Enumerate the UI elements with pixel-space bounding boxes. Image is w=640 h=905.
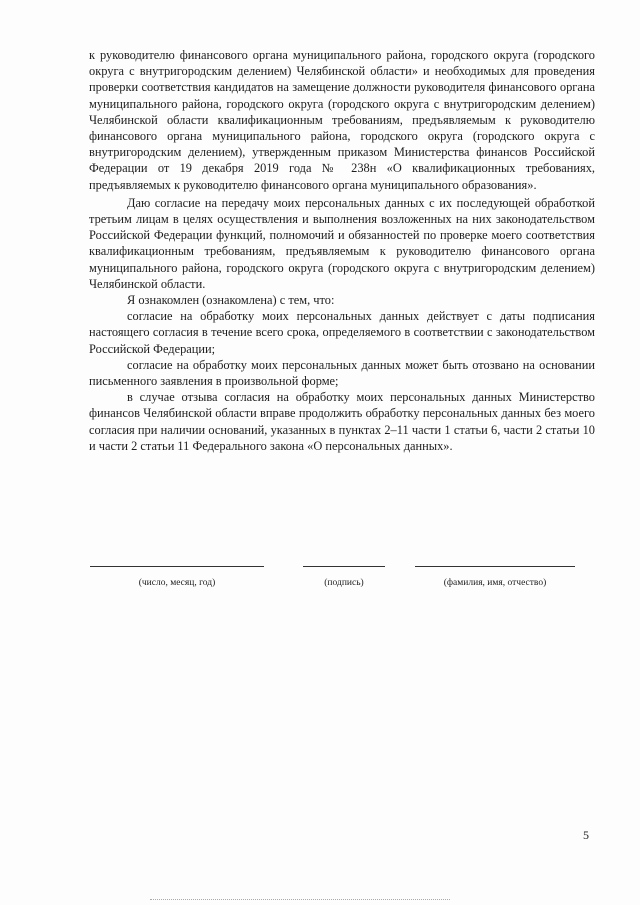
paragraph-acknowledgement: Я ознакомлен (ознакомлена) с тем, что:: [127, 293, 335, 308]
signature-line: [303, 566, 385, 567]
date-label: (число, месяц, год): [138, 578, 216, 588]
document-body: [89, 47, 595, 454]
signature-block: [0, 566, 640, 606]
scan-artifact-line: [150, 899, 450, 900]
paragraph-revocation: согласие на обработку моих персональных данных может быть отозвано на основании письменного заявления в произвольной форме;: [89, 357, 595, 389]
page-number: 5: [583, 828, 589, 842]
paragraph-validity-term: согласие на обработку моих персональных данных действует с даты подписания настоящего согласия в течение всего срока, определяемого в соответствии с законодательством Российской Федерации;: [89, 309, 595, 356]
full-name-line: [415, 566, 575, 567]
paragraph-third-party-transfer: Даю согласие на передачу моих персональных данных с их последующей обработкой третьим лицам в целях осуществления и выполнения возложенных на них законодательством Российской Федерации функций, полномочий и обязанностей по проверке моего соответствия квалификационным требованиям, предъявляемым к руководителю финансового органа муниципального района, городского округа (городского округа с внутригородским делением) Челябинской области.: [89, 195, 595, 291]
signature-label: (подпись): [324, 578, 364, 588]
full-name-label: (фамилия, имя, отчество): [443, 578, 547, 588]
date-line: [90, 566, 264, 567]
paragraph-processing-after-revocation: в случае отзыва согласия на обработку моих персональных данных Министерство финансов Челябинской области вправе продолжить обработку персональных данных без моего согласия при наличии оснований, указанных в пунктах 2–11 части 1 статьи 6, части 2 статьи 10 и части 2 статьи 11 Федерального закона «О персональных данных».: [89, 390, 595, 453]
paragraph-consent-scope: к руководителю финансового органа муниципального района, городского округа (городского округа с внутригородским делением) Челябинской области» и необходимых для проведения проверки соответствия кандидатов на замещение должности руководителя финансового органа муниципального района, городского округа (городского округа с внутригородским делением) Челябинской области квалификационным требованиям, предъявляемым к руководителю финансового органа муниципального района, городского округа (городского округа с внутригородским делением), утвержденным приказом Министерства финансов Российской Федерации от 19 декабря 2019 года № 238н «О квалификационных требованиях, предъявляемых к руководителю финансового органа муниципального образования».: [89, 48, 595, 192]
